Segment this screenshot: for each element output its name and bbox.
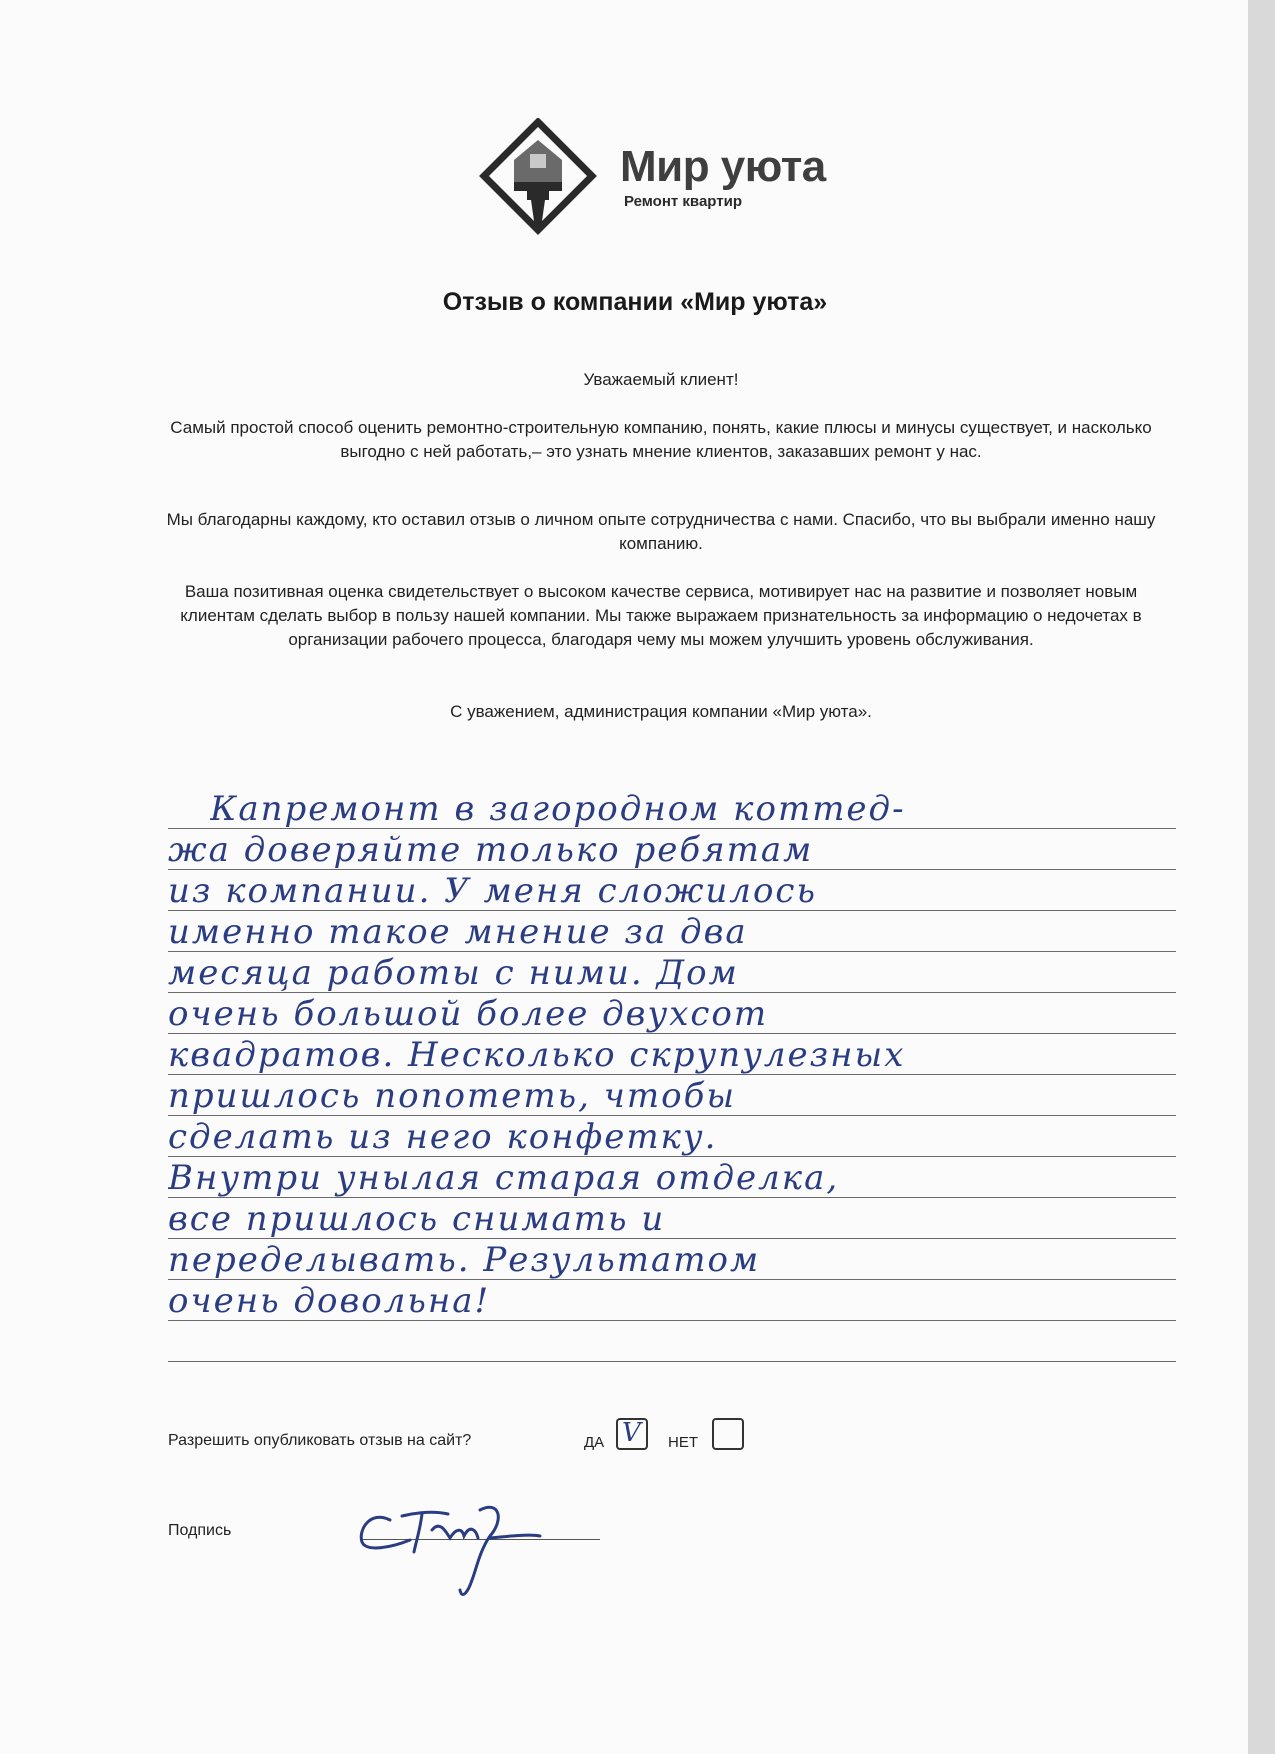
ruled-line <box>168 828 1176 829</box>
no-label: НЕТ <box>668 1434 698 1451</box>
ruled-line <box>168 992 1176 993</box>
ruled-line <box>168 1074 1176 1075</box>
review-line: месяца работы с ними. Дом <box>168 954 739 992</box>
ruled-line <box>168 1156 1176 1157</box>
ruled-line <box>168 1033 1176 1034</box>
feedback-paragraph: Ваша позитивная оценка свидетельствует о высоком качестве сервиса, мотивирует нас на развитие и позволяет новым клиентам сделать выбор в пользу нашей компании. Мы также выражаем признательность за информацию о недочетах в организации рабочего процесса, благодаря чему мы можем улучшить уровень обслуживания. <box>180 582 1142 649</box>
ruled-line <box>168 869 1176 870</box>
review-line: жа доверяйте только ребятам <box>168 831 814 869</box>
ruled-line <box>168 1115 1176 1116</box>
review-line: Капремонт в загородном коттед- <box>210 790 906 828</box>
review-line: квадратов. Несколько скрупулезных <box>168 1036 906 1074</box>
page-title: Отзыв о компании «Мир уюта» <box>442 288 828 316</box>
review-line: переделывать. Результатом <box>168 1241 761 1279</box>
ruled-line <box>168 910 1176 911</box>
greeting: Уважаемый клиент! <box>583 370 739 389</box>
review-line: именно такое мнение за два <box>168 913 748 951</box>
review-line: пришлось попотеть, чтобы <box>168 1077 737 1115</box>
company-logo <box>478 118 858 238</box>
thanks-paragraph: Мы благодарны каждому, кто оставил отзыв о личном опыте сотрудничества с нами. Спасибо, что вы выбрали именно нашу компанию. <box>166 510 1156 553</box>
closing-line: С уважением, администрация компании «Мир уюта». <box>450 702 872 721</box>
ruled-line <box>168 1238 1176 1239</box>
ruled-line <box>168 951 1176 952</box>
house-brush-logo-icon <box>478 118 598 238</box>
yes-label: ДА <box>584 1434 605 1451</box>
review-line: очень довольна! <box>168 1282 491 1320</box>
yes-check-mark: V <box>622 1418 641 1448</box>
ruled-line <box>168 1197 1176 1198</box>
intro-paragraph: Самый простой способ оценить ремонтно-строительную компанию, понять, какие плюсы и минусы существует, и насколько выгодно с ней работать,– это узнать мнение клиентов, заказавших ремонт у нас. <box>170 418 1152 461</box>
logo-name: Мир уюта <box>620 142 826 191</box>
handwritten-signature <box>350 1480 570 1600</box>
ruled-line <box>168 1361 1176 1362</box>
review-line: сделать из него конфетку. <box>168 1118 718 1156</box>
ruled-line <box>168 1279 1176 1280</box>
logo-subtitle: Ремонт квартир <box>624 193 742 210</box>
publish-question: Разрешить опубликовать отзыв на сайт? <box>168 1432 472 1449</box>
yes-checkbox[interactable] <box>616 1418 648 1450</box>
ruled-line <box>168 1320 1176 1321</box>
review-line: очень большой более двухсот <box>168 995 769 1033</box>
review-line: Внутри унылая старая отделка, <box>168 1159 840 1197</box>
signature-label: Подпись <box>168 1522 232 1539</box>
review-line: все пришлось снимать и <box>168 1200 666 1238</box>
review-line: из компании. У меня сложилось <box>168 872 817 910</box>
no-checkbox[interactable] <box>712 1418 744 1450</box>
